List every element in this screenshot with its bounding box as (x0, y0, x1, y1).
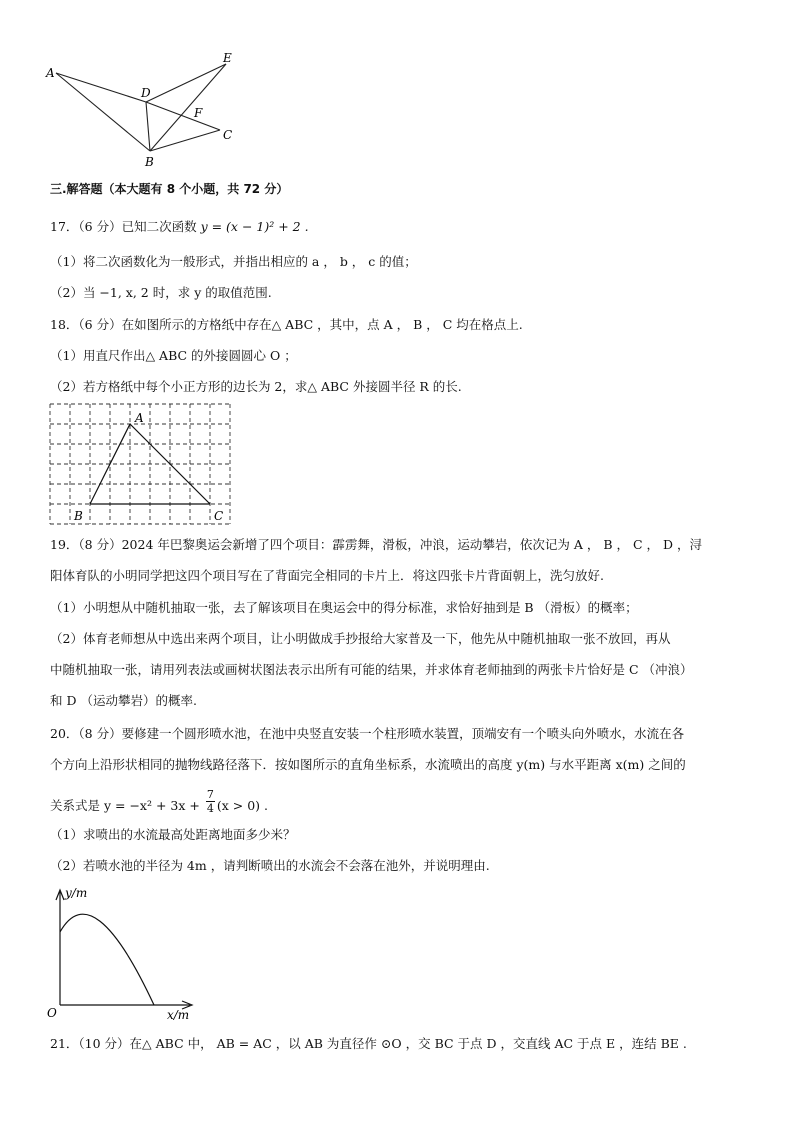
grid-label-A: A (135, 411, 144, 425)
q19-line2: 阳体育队的小明同学把这四个项目写在了背面完全相同的卡片上．将这四张卡片背面朝上，洗匀放好. (50, 568, 604, 583)
origin-label: O (47, 1006, 57, 1020)
grid-label-C: C (214, 509, 224, 523)
q20-line3 (50, 788, 268, 822)
q21-stem: 21．（10 分）在△ ABC 中， AB = AC ，以 AB 为直径作 ⊙O ，交 BC 于点 D ，交直线 AC 于点 E ，连结 BE . (50, 1036, 687, 1051)
geometry-figure-top (40, 50, 250, 175)
q20-fraction (206, 788, 215, 815)
q19-part2-line2: 中随机抽取一张，请用列表法或画树状图法表示出所有可能的结果，并求体育老师抽到的两张卡片恰好是 C （冲浪） (50, 662, 693, 677)
q20-part1: （1）求喷出的水流最高处距离地面多少米？ (50, 827, 296, 842)
q19-part1: （1）小明想从中随机抽取一张，去了解该项目在奥运会中的得分标准，求恰好抽到是 B （滑板）的概率； (50, 600, 638, 615)
q20-part2: （2）若喷水池的半径为 4m ，请判断喷出的水流会不会落在池外，并说明理由. (50, 858, 490, 873)
q18-part1: （1）用直尺作出△ ABC 的外接圆圆心 O ； (50, 348, 297, 363)
q19-part2-line1: （2）体育老师想从中选出来两个项目，让小明做成手抄报给大家普及一下，他先从中随机抽取一张不放回，再从 (50, 631, 671, 646)
label-D: D (141, 86, 151, 100)
q17-part2: （2）当 −1, x, 2 时，求 y 的取值范围. (50, 285, 272, 300)
q17-stem (50, 218, 309, 236)
q18-part2: （2）若方格纸中每个小正方形的边长为 2，求△ ABC 外接圆半径 R 的长. (50, 379, 462, 394)
axis-x-label: x/m (167, 1008, 190, 1020)
parabola-figure (40, 880, 210, 1020)
q17-stem-text: 17．（6 分）已知二次函数 (50, 219, 201, 234)
q19-line1: 19．（8 分）2024 年巴黎奥运会新增了四个项目：霹雳舞，滑板，冲浪，运动攀岩，依次记为 A ， B ， C ， D ，浔 (50, 537, 702, 552)
section-title: 三.解答题（本大题有 8 个小题，共 72 分） (50, 182, 289, 196)
label-F: F (194, 106, 203, 120)
q19-part2-line3: 和 D （运动攀岩）的概率. (50, 693, 197, 708)
label-B: B (145, 155, 154, 169)
label-C: C (223, 128, 233, 142)
grid-figure (44, 400, 244, 528)
grid-label-B: B (74, 509, 83, 523)
q17-part1: （1）将二次函数化为一般形式，并指出相应的 a ， b ， c 的值； (50, 254, 417, 269)
q20-frac-den: 4 (206, 802, 214, 815)
label-E: E (223, 51, 232, 65)
q17-formula: y = (x − 1)² + 2 . (200, 219, 309, 234)
label-A: A (46, 66, 55, 80)
q20-line2: 个方向上沿形状相同的抛物线路径落下．按如图所示的直角坐标系，水流喷出的高度 y(m) 与水平距离 x(m) 之间的 (50, 757, 686, 772)
q20-formula-suffix: (x > 0) . (216, 798, 268, 813)
q20-frac-num: 7 (206, 788, 214, 801)
q18-stem: 18．（6 分）在如图所示的方格纸中存在△ ABC ，其中，点 A ， B ， C 均在格点上. (50, 317, 523, 332)
q20-formula-prefix: 关系式是 y = −x² + 3x + (50, 798, 204, 813)
q20-line1: 20．（8 分）要修建一个圆形喷水池，在池中央竖直安装一个柱形喷水装置，顶端安有一个喷头向外喷水，水流在各 (50, 726, 685, 741)
axis-y-label: y/m (65, 886, 88, 900)
